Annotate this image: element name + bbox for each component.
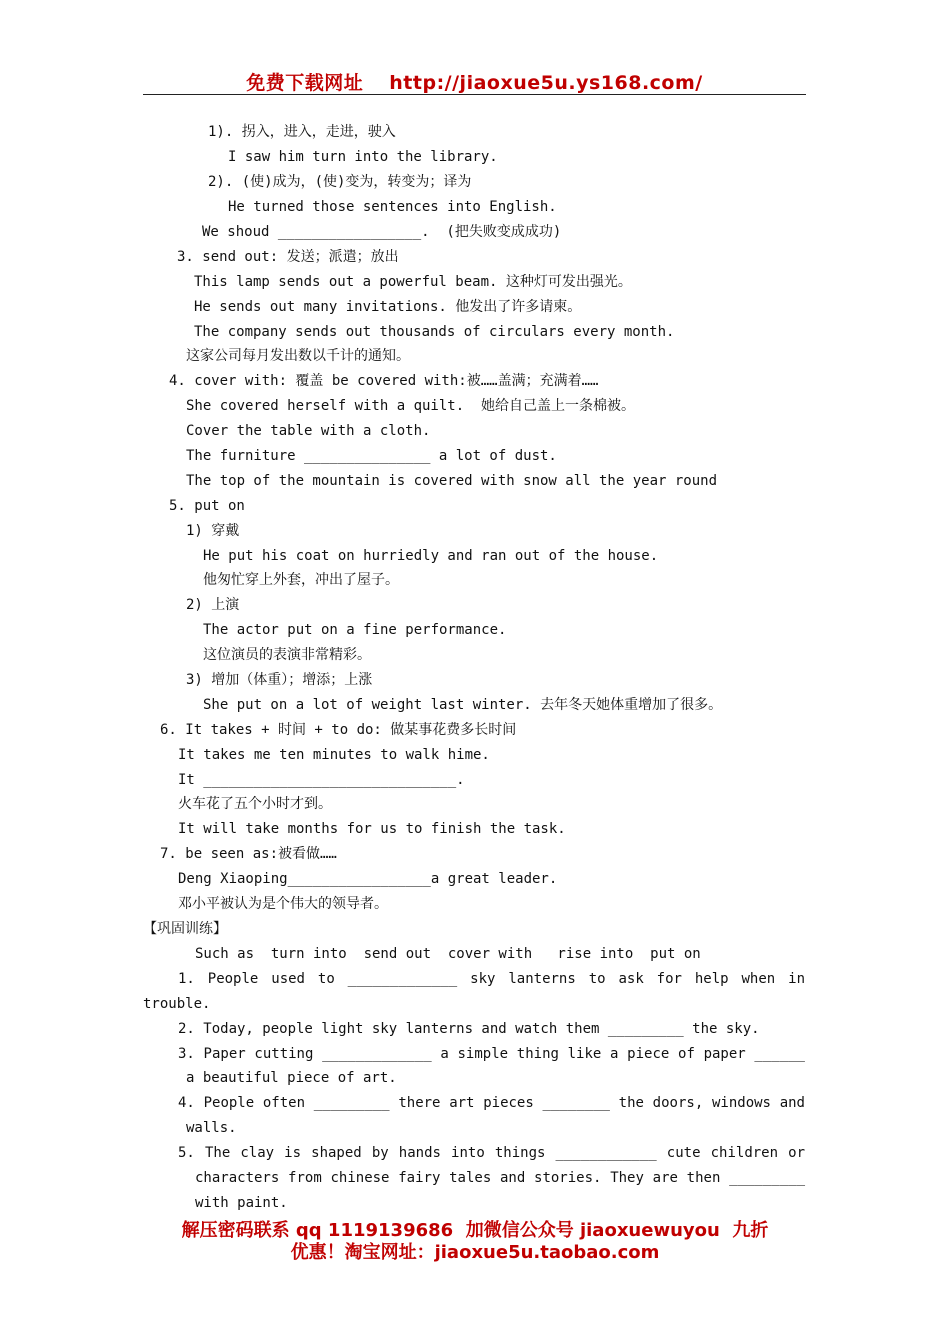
exercise-line: trouble. [143, 996, 211, 1012]
exercise-line: walls. [186, 1120, 237, 1136]
page-header [143, 68, 806, 95]
footer-contact: 解压密码联系 qq 1119139686 加微信公众号 jiaoxuewuyou 九折 [181, 1220, 769, 1241]
text-line: The company sends out thousands of circulars every month. [194, 324, 675, 340]
exercise-line: characters from chinese fairy tales and stories. They are then _________ [195, 1170, 805, 1186]
text-line: The actor put on a fine performance. [203, 622, 507, 638]
text-line: He turned those sentences into English. [228, 199, 557, 215]
text-line: 2). (使)成为，(使)变为，转变为；译为 [208, 174, 472, 190]
text-line: 1). 拐入，进入，走进，驶入 [208, 124, 396, 140]
text-line: 2) 上演 [186, 597, 240, 613]
text-line: The furniture _______________ a lot of dust. [186, 448, 557, 464]
header-label: 免费下载网址 [246, 72, 364, 94]
text-line: He put his coat on hurriedly and ran out of the house. [203, 548, 659, 564]
text-line: 5. put on [169, 498, 245, 514]
text-line: Deng Xiaoping_________________a great leader. [178, 871, 558, 887]
exercise-line: 1. People used to _____________ sky lanterns to ask for help when in [178, 971, 805, 987]
header-url-link[interactable]: http://jiaoxue5u.ys168.com/ [389, 72, 703, 94]
exercise-line: 5. The clay is shaped by hands into things ____________ cute children or [178, 1145, 805, 1161]
section-heading: 【巩固训练】 [143, 921, 227, 937]
text-line: 6. It takes + 时间 + to do: 做某事花费多长时间 [160, 722, 517, 738]
text-line: This lamp sends out a powerful beam. 这种灯可发出强光。 [194, 274, 632, 290]
text-line: 他匆忙穿上外套，冲出了屋子。 [203, 572, 399, 588]
text-line: 1) 穿戴 [186, 523, 240, 539]
text-line: 7. be seen as:被看做…… [160, 846, 337, 862]
text-line: It takes me ten minutes to walk hime. [178, 747, 490, 763]
text-line: She put on a lot of weight last winter. 去年冬天她体重增加了很多。 [203, 697, 723, 713]
text-line: 4. cover with: 覆盖 be covered with:被……盖满；充满着…… [169, 373, 599, 389]
text-line: He sends out many invitations. 他发出了许多请柬。 [194, 299, 582, 315]
text-line: 3. send out: 发送；派遣；放出 [177, 249, 399, 265]
exercise-line: 3. Paper cutting _____________ a simple thing like a piece of paper ______ [178, 1046, 805, 1062]
text-line: The top of the mountain is covered with snow all the year round [186, 473, 718, 489]
text-line: 这家公司每月发出数以千计的通知。 [186, 348, 410, 364]
word-bank: Such as turn into send out cover with rise into put on [195, 946, 701, 962]
text-line: It ______________________________. [178, 772, 465, 788]
exercise-line: 2. Today, people light sky lanterns and watch them _________ the sky. [178, 1021, 760, 1037]
text-line: I saw him turn into the library. [228, 149, 498, 165]
footer-shop: 优惠！淘宝网址：jiaoxue5u.taobao.com [290, 1242, 660, 1263]
exercise-line: a beautiful piece of art. [186, 1070, 397, 1086]
text-line: It will take months for us to finish the task. [178, 821, 566, 837]
exercise-line: with paint. [195, 1195, 288, 1211]
text-line: We shoud _________________. (把失败变成成功) [202, 224, 562, 240]
exercise-line: 4. People often _________ there art pieces ________ the doors, windows and [178, 1095, 805, 1111]
text-line: 火车花了五个小时才到。 [178, 796, 332, 812]
text-line: 3) 增加（体重）；增添；上涨 [186, 672, 373, 688]
text-line: 邓小平被认为是个伟大的领导者。 [178, 896, 388, 912]
text-line: She covered herself with a quilt. 她给自己盖上一条棉被。 [186, 398, 636, 414]
text-line: Cover the table with a cloth. [186, 423, 431, 439]
text-line: 这位演员的表演非常精彩。 [203, 647, 371, 663]
